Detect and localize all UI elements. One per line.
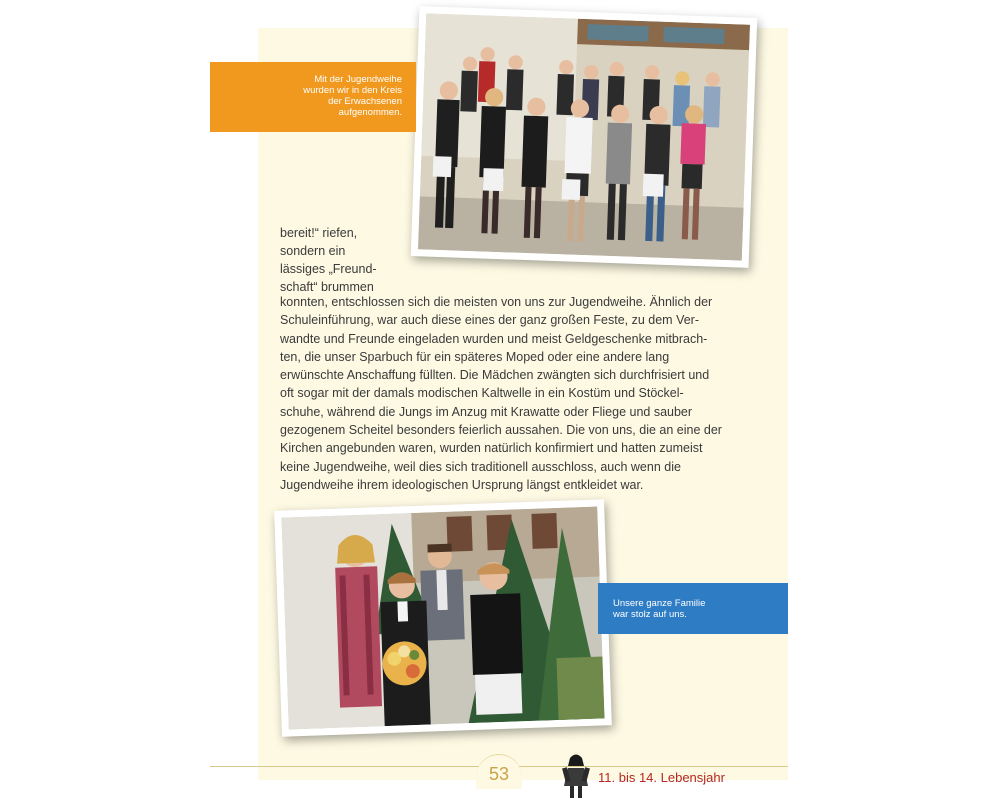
text-line: schuhe, während die Jungs im Anzug mit Krawatte oder Fliege und sauber xyxy=(280,404,693,419)
caption-line: war stolz auf uns. xyxy=(613,609,687,620)
caption-line: wurden wir in den Kreis xyxy=(303,85,402,96)
text-line: schaft“ brummen xyxy=(280,280,374,294)
text-line: Jugendweihe ihrem ideologischen Ursprung längst entkleidet war. xyxy=(280,477,644,492)
body-text xyxy=(280,293,740,494)
caption-line: aufgenommen. xyxy=(338,107,402,118)
text-line: bereit!“ riefen, xyxy=(280,226,358,240)
text-line: lässiges „Freund- xyxy=(280,262,377,276)
text-line: gezogenem Scheitel besonders feierlich aussahen. Die von uns, die an eine der xyxy=(280,423,722,438)
text-line: keine Jugendweihe, weil dies sich traditionell ausschloss, auch wenn die xyxy=(280,459,681,474)
photo-caption-top xyxy=(210,62,416,132)
text-line: erwünschte Anschaffung füllten. Die Mädchen zwängten sich durchfrisiert und xyxy=(280,368,710,383)
text-line: Schuleinführung, war auch diese eines der ganz großen Feste, zu dem Ver- xyxy=(280,313,699,328)
text-line: oft sogar mit der damals modischen Kaltwelle in ein Kostüm und Stöckel- xyxy=(280,386,684,401)
chapter-title: 11. bis 14. Lebensjahr xyxy=(598,770,725,785)
class-group-photo xyxy=(411,6,758,268)
page-number: 53 xyxy=(488,764,510,784)
text-line: wandte und Freunde eingeladen wurden und meist Geldgeschenke mitbrach- xyxy=(280,331,708,346)
text-line: sondern ein xyxy=(280,244,346,258)
text-line: konnten, entschlossen sich die meisten von uns zur Jugendweihe. Ähnlich der xyxy=(280,295,713,309)
body-text-narrow xyxy=(280,224,400,296)
text-line: Kirchen angebunden waren, wurden natürlich konfirmiert und hatten zumeist xyxy=(280,441,703,456)
caption-line: der Erwachsenen xyxy=(328,96,402,107)
photo-caption-bottom xyxy=(598,583,788,634)
text-line: ten, die unser Sparbuch für ein späteres Moped oder eine andere lang xyxy=(280,349,670,364)
caption-line: Mit der Jugendweihe xyxy=(314,74,402,85)
caption-line: Unsere ganze Familie xyxy=(613,598,706,609)
family-photo xyxy=(274,499,612,736)
girl-figure-icon xyxy=(558,752,594,800)
